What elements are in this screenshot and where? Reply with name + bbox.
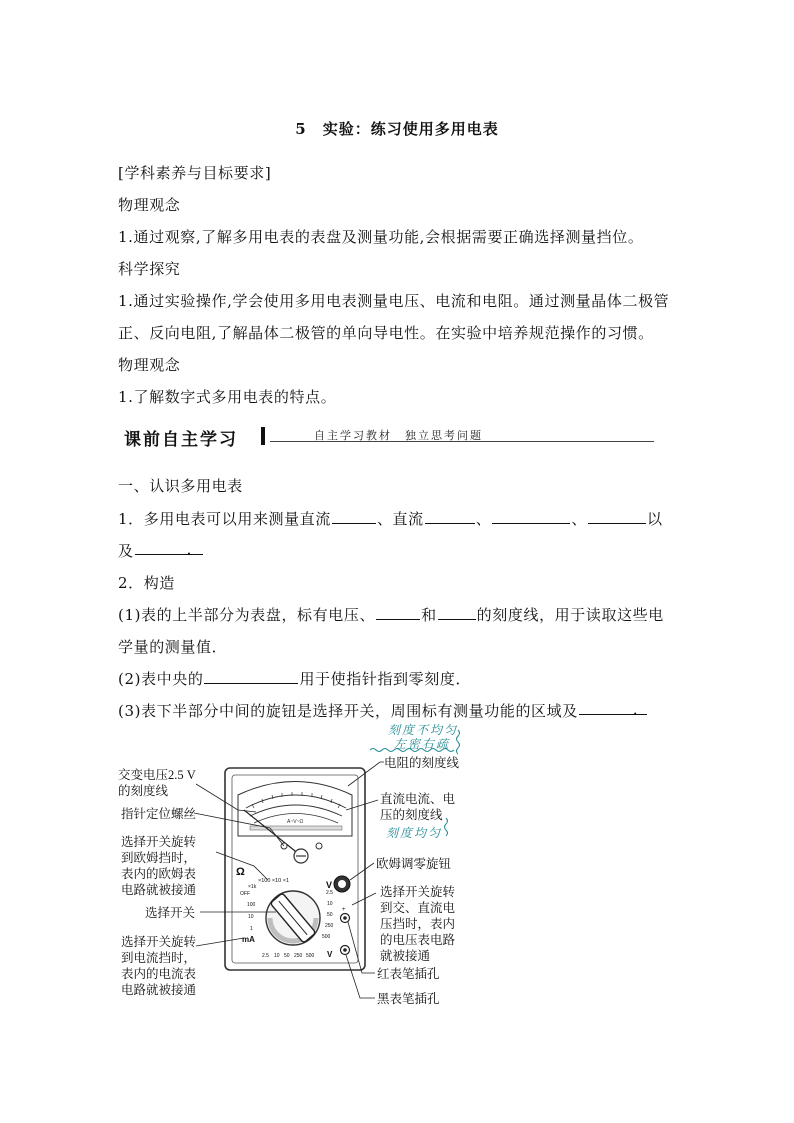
question-1 bbox=[118, 508, 663, 529]
q1-text: 以 bbox=[646, 510, 663, 528]
label-ohm-switch bbox=[121, 834, 196, 898]
fill-blank[interactable] bbox=[135, 540, 203, 558]
label-pointer-screw: 指针定位螺丝 bbox=[121, 807, 197, 821]
label-red-jack: 红表笔插孔 bbox=[377, 967, 440, 981]
banner-title: 课前自主学习 bbox=[124, 430, 238, 450]
page-title: 5 实验：练习使用多用电表 bbox=[295, 120, 499, 138]
tick-label: 50 bbox=[327, 912, 333, 918]
body-section-heading: 一、认识多用电表 bbox=[118, 477, 243, 495]
fill-blank[interactable] bbox=[425, 509, 475, 524]
jack-hole bbox=[343, 916, 347, 920]
intro-line: 正、反向电阻,了解晶体二极管的单向导电性。在实验中培养规范操作的习惯。 bbox=[118, 324, 654, 342]
ma-label: mA bbox=[242, 935, 255, 944]
label-line: 压挡时，表内 bbox=[380, 917, 456, 931]
knob-center bbox=[338, 880, 346, 888]
label-line: 表内的电流表 bbox=[121, 967, 197, 981]
period: ． bbox=[186, 540, 203, 558]
jack-hole bbox=[343, 948, 347, 952]
screw-hole bbox=[316, 843, 322, 849]
q2-text: 和 bbox=[421, 606, 437, 624]
off-label: OFF bbox=[240, 891, 250, 897]
label-line: 电路就被接通 bbox=[121, 883, 197, 897]
label-line: 到欧姆挡时， bbox=[121, 851, 197, 865]
tick-label: 10 bbox=[274, 953, 280, 959]
label-selector: 选择开关 bbox=[145, 906, 196, 920]
intro-line: 1.通过观察,了解多用电表的表盘及测量功能,会根据需要正确选择测量挡位。 bbox=[118, 228, 644, 246]
note-even-scale: 刻度均匀 bbox=[386, 826, 443, 840]
q1-text: 1．多用电表可以用来测量直流 bbox=[118, 510, 331, 528]
tick-label: 2.5 bbox=[262, 953, 269, 959]
section-heading-scientific-inquiry: 科学探究 bbox=[118, 260, 181, 278]
tick-label: 10 bbox=[248, 914, 254, 920]
label-line: 交变电压2.5 V bbox=[118, 768, 196, 782]
q2-text: (1)表的上半部分为表盘，标有电压、 bbox=[118, 606, 376, 624]
tick-label: 250 bbox=[294, 953, 303, 959]
label-line: 压的刻度线 bbox=[380, 808, 443, 822]
q2-text: 的刻度线，用于读取这些电 bbox=[476, 606, 664, 624]
label-line: 电路就被接通 bbox=[121, 983, 197, 997]
q1-text: 、 bbox=[571, 510, 587, 528]
label-line: 选择开关旋转 bbox=[380, 885, 456, 899]
tick-label: 10 bbox=[327, 901, 333, 907]
intro-line: 1.通过实验操作,学会使用多用电表测量电压、电流和电阻。通过测量晶体二极管 bbox=[118, 292, 670, 310]
label-line: 就被接通 bbox=[380, 949, 431, 963]
v-label: V bbox=[326, 880, 333, 890]
omega-label: Ω bbox=[236, 866, 245, 878]
tick-label: 500 bbox=[306, 953, 315, 959]
label-line: 表内的欧姆表 bbox=[121, 867, 197, 881]
question-2-2 bbox=[118, 668, 471, 689]
note-line: 刻度不均匀 bbox=[388, 723, 459, 737]
tick-label: 50 bbox=[284, 953, 290, 959]
note-uneven-scale bbox=[388, 723, 458, 751]
q1-text: 及 bbox=[118, 542, 134, 560]
banner-divider bbox=[261, 427, 265, 445]
label-line: 的刻度线 bbox=[118, 784, 169, 798]
fill-blank[interactable] bbox=[492, 509, 570, 524]
section-heading-physics-concept: 物理观念 bbox=[118, 196, 181, 214]
banner-subtitle: 自主学习教材 独立思考问题 bbox=[314, 429, 483, 442]
tick-label: 1 bbox=[250, 926, 253, 932]
fill-blank[interactable] bbox=[588, 509, 646, 524]
fill-blank[interactable] bbox=[332, 509, 376, 524]
fill-blank[interactable] bbox=[204, 669, 298, 684]
note-line: 左密右疏 bbox=[394, 737, 451, 751]
dial-unit: A~V~Ω bbox=[287, 819, 304, 825]
section-banner bbox=[120, 426, 654, 450]
period: ． bbox=[632, 700, 649, 718]
intro-line: 1.了解数字式多用电表的特点。 bbox=[118, 388, 337, 406]
question-2-1 bbox=[118, 604, 664, 625]
label-line: 直流电流、电 bbox=[380, 792, 456, 806]
tick-label: 100 bbox=[247, 902, 256, 908]
q1-text: 、 bbox=[475, 510, 492, 528]
label-line: 选择开关旋转 bbox=[121, 935, 197, 949]
q2-text: (2)表中央的 bbox=[118, 670, 204, 688]
label-line: 选择开关旋转 bbox=[121, 835, 197, 849]
plus-sign: + bbox=[342, 907, 346, 913]
section-heading-physics-concept: 物理观念 bbox=[118, 356, 181, 374]
q1-text: 、直流 bbox=[376, 510, 424, 528]
label-line: 的电压表电路 bbox=[380, 933, 456, 947]
question-2-heading: 2．构造 bbox=[118, 574, 175, 592]
q2-text: 用于使指针指到零刻度． bbox=[299, 670, 472, 688]
range-k-label: ×1k bbox=[248, 884, 257, 890]
question-2-1-cont: 学量的测量值． bbox=[118, 638, 228, 656]
fill-blank[interactable] bbox=[376, 605, 420, 620]
label-ac-scale bbox=[118, 767, 196, 799]
label-dc-scale bbox=[380, 791, 455, 823]
q2-text: (3)表下半部分中间的旋钮是选择开关，周围标有测量功能的区域及 bbox=[118, 702, 578, 720]
range-label: ×100 ×10 ×1 bbox=[258, 878, 290, 884]
label-current-switch bbox=[121, 934, 196, 998]
tick-label: 250 bbox=[325, 923, 334, 929]
fill-blank[interactable] bbox=[438, 605, 476, 620]
label-line: 到电流挡时， bbox=[121, 951, 197, 965]
label-black-jack: 黑表笔插孔 bbox=[377, 992, 440, 1006]
question-2-3 bbox=[118, 700, 648, 721]
v-ac-label: V bbox=[327, 950, 333, 959]
label-ohm-zero-knob: 欧姆调零旋钮 bbox=[376, 857, 452, 871]
tick-label: 500 bbox=[322, 934, 331, 940]
tick-label: 2.5 bbox=[326, 890, 333, 896]
label-resistance-scale: 电阻的刻度线 bbox=[384, 756, 460, 770]
question-1-cont bbox=[118, 540, 204, 561]
intro-header: [学科素养与目标要求] bbox=[118, 164, 272, 182]
fill-blank[interactable] bbox=[579, 700, 649, 718]
label-line: 到交、直流电 bbox=[380, 901, 456, 915]
label-voltage-switch bbox=[380, 884, 455, 964]
